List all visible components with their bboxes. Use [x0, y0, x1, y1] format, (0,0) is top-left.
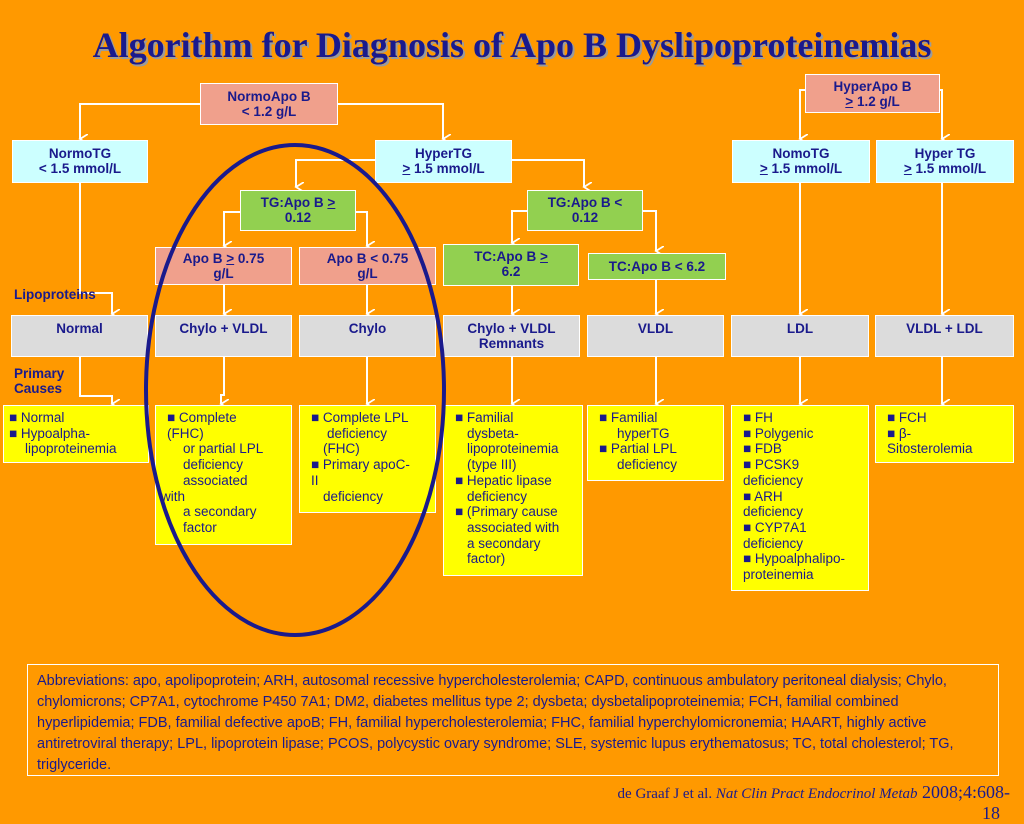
node-line [877, 161, 1013, 176]
node-line: g/L [213, 266, 234, 281]
node-line: < 1.2 g/L [241, 104, 297, 119]
node-line: Hyper TG [914, 146, 976, 161]
lipoprotein-cell: VLDL [587, 315, 724, 357]
cause-line: (type III) [467, 457, 517, 473]
ge-symbol: > [402, 161, 411, 176]
apob-lt-node [299, 247, 436, 285]
cause-line: lipoproteinemia [25, 441, 117, 457]
node-line [806, 94, 939, 109]
node-line: 0.12 [284, 210, 312, 225]
primary-causes-row-label [14, 366, 64, 396]
causes-cell-vldl-ldl [875, 405, 1014, 463]
cause-line: ■ Hepatic lipase [455, 472, 552, 488]
cause-line: ■ PCSK9 [743, 457, 800, 473]
node-label: Apo B [182, 251, 227, 266]
ge-symbol: > [540, 249, 548, 264]
cause-line: deficiency [617, 457, 678, 473]
lipoprotein-cell: Chylo + VLDL [155, 315, 292, 357]
cause-line: lipoproteinemia [467, 441, 559, 457]
node-line: 6.2 [501, 264, 521, 279]
lipoprotein-cell: VLDL + LDL [875, 315, 1014, 357]
node-value: 1.5 mmol/L [410, 161, 485, 176]
cause-line: ■ Hypoalpha- [9, 425, 90, 441]
citation [618, 782, 1010, 803]
normo-apob-node [200, 83, 338, 125]
lipoprotein-cell: Normal [11, 315, 148, 357]
cause-line: ■ (Primary cause [455, 504, 558, 520]
node-line [241, 195, 355, 210]
lipoproteins-row-label: Lipoproteins [14, 287, 96, 302]
node-label: TG:Apo B [260, 195, 328, 210]
cause-line: ■ β- [887, 425, 912, 441]
node-line: TC:Apo B < 6.2 [608, 259, 706, 274]
node-line [444, 249, 578, 264]
cause-line: ■ Polygenic [743, 425, 814, 441]
cause-line: deficiency [323, 488, 384, 504]
cause-line: a secondary [467, 535, 541, 551]
cause-line: ■ FCH [887, 410, 927, 425]
cause-line: deficiency [183, 457, 244, 473]
cause-line: associated [183, 472, 248, 488]
cause-line: (FHC) [167, 425, 204, 441]
node-line: NormoTG [48, 146, 112, 161]
node-value: 1.5 mmol/L [911, 161, 987, 176]
cause-line: ■ FH [743, 410, 773, 425]
tc-apob-ratio-ge-node [443, 244, 579, 286]
cause-line: deficiency [743, 472, 804, 488]
causes-cell-ldl [731, 405, 869, 591]
node-label: TC:Apo B [474, 249, 541, 264]
cause-line: ■ Partial LPL [599, 441, 677, 457]
node-line: g/L [357, 266, 378, 281]
cause-line: ■ CYP7A1 [743, 519, 807, 535]
cause-line: (FHC) [323, 441, 360, 457]
ge-symbol: > [226, 251, 235, 266]
page-title: Algorithm for Diagnosis of Apo B Dyslipoproteinemias [92, 25, 932, 65]
tg-apob-ratio-lt-node [527, 190, 643, 231]
citation-journal: Nat Clin Pract Endocrinol Metab [715, 786, 918, 802]
cause-line: deficiency [743, 504, 804, 520]
node-line: HyperApo B [833, 79, 912, 94]
apob-ge-node [155, 247, 292, 285]
cause-line: ■ Familial [599, 410, 658, 425]
hyper-tg-node [375, 140, 512, 183]
label-line: Causes [14, 381, 63, 396]
citation-authors: de Graaf J et al. [617, 786, 716, 802]
causes-cell-chylo [299, 405, 436, 513]
cause-line: dysbeta- [467, 425, 519, 441]
ge-symbol: > [903, 161, 912, 176]
hyper-apob-node [805, 74, 940, 113]
node-line: 0.12 [571, 210, 599, 225]
causes-cell-normal [3, 405, 149, 463]
node-value: 1.5 mmol/L [767, 161, 843, 176]
node-line: HyperTG [414, 146, 472, 161]
cause-line: proteinemia [743, 567, 814, 583]
node-line [733, 161, 869, 176]
cause-line: deficiency [327, 425, 388, 441]
cause-line: with [161, 488, 186, 504]
causes-cell-chylo-vldl-remnants [443, 405, 583, 576]
abbreviations-box: Abbreviations: apo, apolipoprotein; ARH, autosomal recessive hypercholesterolemia; CAPD, continuous ambulatory peritoneal dialysis; Chylo, chylomicrons; CP7A1, cytochrome P450 7A1; DM2, diabetes mellitus type 2; dysbeta; dysbetalipoproteinemia; FCH, familial combined hyperlipidemia; FDB, familial defective apoB; FH, familial hypercholesterolemia; FHC, familial hyperchylomicronemia; HAART, highly active antiretroviral therapy; LPL, lipoprotein lipase; PCOS, polycystic ovary syndrome; SLE, systemic lupus erythematosus; TC, total cholesterol; TG, triglyceride. [27, 664, 999, 776]
cause-line: ■ Primary apoC- [311, 457, 410, 473]
cause-line: ■ Hypoalphalipo- [743, 551, 845, 567]
lipoprotein-cell: LDL [731, 315, 869, 357]
nomo-tg-node [732, 140, 870, 183]
node-line: < 1.5 mmol/L [38, 161, 122, 176]
cause-line: ■ Normal [9, 410, 65, 425]
ge-symbol: > [759, 161, 768, 176]
node-value: 0.75 [234, 251, 265, 266]
cause-line: factor [183, 519, 217, 535]
node-value: 1.2 g/L [853, 94, 900, 109]
cause-line: ■ Complete LPL [311, 410, 409, 425]
cause-line: ■ Familial [455, 410, 514, 425]
hyper-tg2-node [876, 140, 1014, 183]
cause-line: factor) [467, 551, 506, 567]
cause-line: ■ FDB [743, 441, 782, 457]
cause-line: or partial LPL [183, 441, 264, 457]
cause-line: II [311, 472, 319, 488]
cause-line: ■ ARH [743, 488, 783, 504]
cause-line: deficiency [467, 488, 528, 504]
lipoprotein-cell: Chylo + VLDL Remnants [443, 315, 580, 357]
citation-continued [982, 803, 1000, 824]
label-line: Primary [14, 366, 65, 381]
node-line: Apo B < 0.75 [326, 251, 409, 266]
cause-line: Sitosterolemia [887, 441, 973, 457]
node-line [376, 161, 511, 176]
node-line [156, 251, 291, 266]
tc-apob-ratio-lt-node [588, 253, 726, 280]
lipoprotein-cell: Chylo [299, 315, 436, 357]
node-line: NormoApo B [227, 89, 311, 104]
cause-line: hyperTG [617, 425, 670, 441]
cause-line: a secondary [183, 504, 257, 520]
cause-line: ■ Complete [167, 410, 237, 425]
normo-tg-node [12, 140, 148, 183]
ge-symbol: > [845, 94, 854, 109]
node-line: NomoTG [772, 146, 830, 161]
causes-cell-vldl [587, 405, 724, 481]
tg-apob-ratio-ge-node [240, 190, 356, 231]
citation-ref-end: 18 [982, 803, 1000, 823]
citation-ref: 2008;4:608- [917, 782, 1010, 802]
cause-line: deficiency [743, 535, 804, 551]
cause-line: associated with [467, 519, 560, 535]
node-line: TG:Apo B < [547, 195, 623, 210]
causes-cell-chylo-vldl [155, 405, 292, 545]
ge-symbol: > [327, 195, 336, 210]
